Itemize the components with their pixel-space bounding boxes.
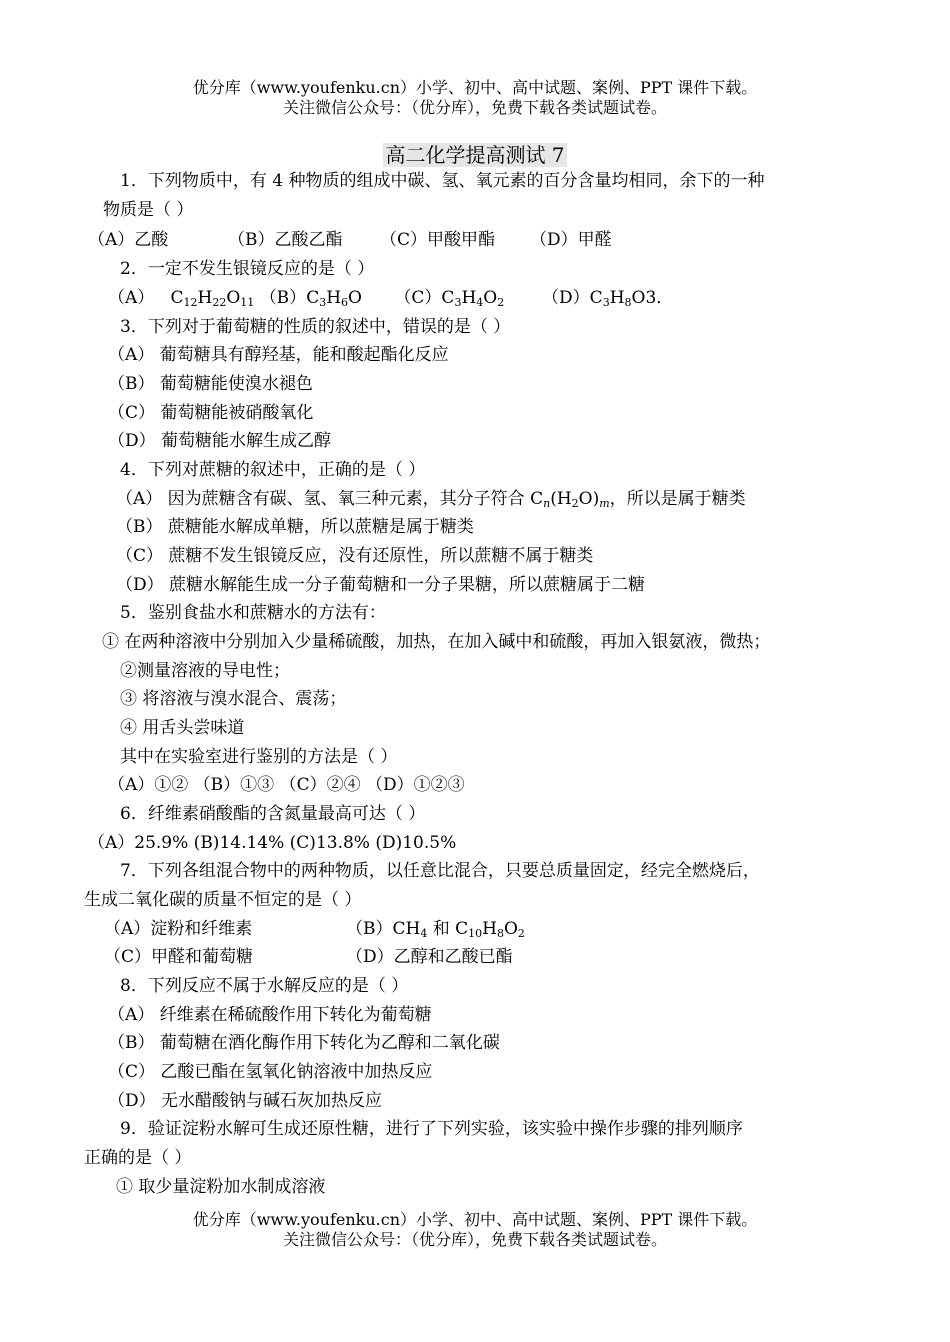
q7-option-b: $(B)CH_4$ 和 $C_{10}H_8O_2$ xyxy=(346,919,525,940)
q3-option-b: （B） 葡萄糖能使溴水褪色 xyxy=(108,374,313,394)
q5-method-4: ④ 用舌头尝味道 xyxy=(120,718,245,738)
q1-stem-line2: 物质是（ ） xyxy=(103,200,194,220)
q7-stem-line1: 7．下列各组混合物中的两种物质，以任意比混合，只要总质量固定，经完全燃烧后， xyxy=(120,861,760,881)
page-header-line-1: 优分库（www.youfenku.cn）小学、初中、高中试题、案例、PPT 课件下载。 xyxy=(192,78,758,97)
q9-step-1: ① 取少量淀粉加水制成溶液 xyxy=(116,1177,326,1197)
q7-option-a: （A）淀粉和纤维素 xyxy=(104,919,253,939)
q6-stem: 6．纤维素硝酸酯的含氮量最高可达（ ） xyxy=(120,804,426,824)
q5-question: 其中在实验室进行鉴别的方法是（ ） xyxy=(120,747,398,767)
q8-stem: 8．下列反应不属于水解反应的是（ ） xyxy=(120,976,409,996)
q5-stem: 5．鉴别食盐水和蔗糖水的方法有： xyxy=(120,603,386,623)
q5-method-3: ③ 将溶液与溴水混合、震荡； xyxy=(120,689,347,709)
q8-option-a: （A） 纤维素在稀硫酸作用下转化为葡萄糖 xyxy=(108,1005,432,1025)
q5-options: （A）①② （B）①③ （C）②④ （D）①②③ xyxy=(108,775,465,795)
q4-option-a: （A） 因为蔗糖含有碳、氢、氧三种元素，其分子符合 $C_n(H_2O)_m$，所以是属于糖类 xyxy=(116,489,746,510)
q3-option-d: （D） 葡萄糖能水解生成乙醇 xyxy=(108,431,332,451)
q7-option-c: （C）甲醛和葡萄糖 xyxy=(104,947,254,967)
q4-option-d: （D） 蔗糖水解能生成一分子葡萄糖和一分子果糖，所以蔗糖属于二糖 xyxy=(116,575,646,595)
q3-option-c: （C） 葡萄糖能被硝酸氧化 xyxy=(108,403,314,423)
q5-method-2: ②测量溶液的导电性； xyxy=(120,661,290,681)
q1-option-d: （D）甲醛 xyxy=(530,230,612,250)
page-footer-line-2: 关注微信公众号：（优分库），免费下载各类试题试卷。 xyxy=(282,1230,667,1249)
q3-stem: 3．下列对于葡萄糖的性质的叙述中，错误的是（ ） xyxy=(120,317,511,337)
q2-stem: 2．一定不发生银镜反应的是（ ） xyxy=(120,259,375,279)
q1-stem-line1: 1．下列物质中，有 4 种物质的组成中碳、氢、氧元素的百分含量均相同，余下的一种 xyxy=(120,171,765,191)
q1-option-b: （B）乙酸乙酯 xyxy=(228,230,343,250)
q8-option-d: （D） 无水醋酸钠与碱石灰加热反应 xyxy=(108,1091,383,1111)
q9-stem-line2: 正确的是（ ） xyxy=(84,1148,192,1168)
q3-option-a: （A） 葡萄糖具有醇羟基，能和酸起酯化反应 xyxy=(108,345,449,365)
q4-option-b: （B） 蔗糖能水解成单糖，所以蔗糖是属于糖类 xyxy=(116,517,474,537)
q8-option-b: （B） 葡萄糖在酒化酶作用下转化为乙醇和二氧化碳 xyxy=(108,1033,500,1053)
document-title: 高二化学提高测试 7 xyxy=(385,143,565,167)
q7-option-d: （D）乙醇和乙酸已酯 xyxy=(346,947,513,967)
q5-method-1: ① 在两种溶液中分别加入少量稀硫酸，加热，在加入碱中和硫酸，再加入银氨液，微热； xyxy=(102,632,771,652)
q1-option-a: （A）乙酸 xyxy=(88,230,169,250)
q7-stem-line2: 生成二氧化碳的质量不恒定的是（ ） xyxy=(84,890,362,910)
q6-options: （A）25.9% (B)14.14% (C)13.8% (D)10.5% xyxy=(88,833,457,853)
page-footer-line-1: 优分库（www.youfenku.cn）小学、初中、高中试题、案例、PPT 课件下载。 xyxy=(192,1210,758,1229)
q4-stem: 4．下列对蔗糖的叙述中，正确的是（ ） xyxy=(120,460,426,480)
q1-option-c: （C）甲酸甲酯 xyxy=(380,230,496,250)
q4-option-c: （C） 蔗糖不发生银镜反应，没有还原性，所以蔗糖不属于糖类 xyxy=(116,546,594,566)
page-header-line-2: 关注微信公众号：（优分库），免费下载各类试题试卷。 xyxy=(282,98,667,117)
q9-stem-line1: 9．验证淀粉水解可生成还原性糖，进行了下列实验，该实验中操作步骤的排列顺序 xyxy=(120,1119,743,1139)
q2-options: （A） $C_{12}H_{22}O_{11}$ $(B)C_3H_6O$ $(C)C_3H_4O_2$ $(D)C_3H_8O3$． xyxy=(108,288,674,309)
q8-option-c: （C） 乙酸已酯在氢氧化钠溶液中加热反应 xyxy=(108,1062,433,1082)
